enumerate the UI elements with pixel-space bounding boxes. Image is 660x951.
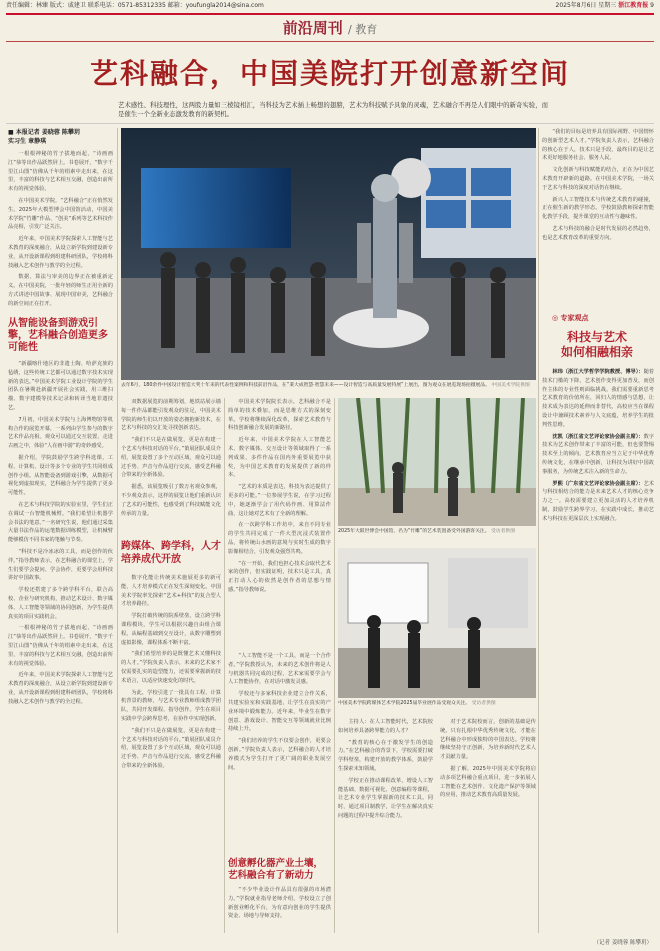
caption-credit: 受访者供图 (471, 701, 496, 706)
lead-rule (6, 123, 654, 124)
paragraph: “我们不只是在做展览，更是在构建一个艺术与科技对话的平台。”策展团队成员介绍，展览设置了多个互动区域，观众可以通过手势、声音与作品进行交流，感受艺科融合带来的全新体验。 (121, 437, 221, 479)
column-4-left (338, 718, 433, 934)
paragraph: 据悉，该展览吸引了数万名观众参观，不少观众表示，这样的展览让他们重新认识了艺术的可能性，也感受到了科技赋能文化传承的力量。 (121, 484, 221, 517)
expert-tag: ◎ 专家观点 (552, 314, 589, 322)
photo-1-caption (121, 383, 536, 390)
paragraph: “我们希望培养的是既懂艺术又懂科技的人才。”学院负责人表示，未来的艺术家不仅需要扎实的造型能力，还需要掌握新的技术语言，以适应快速变化的时代。 (121, 651, 221, 684)
subheading-3: 创意孵化器产业土壤，艺科融合有了新动力 (228, 858, 324, 881)
paragraph: 近年来，中国美术学院探索人工智能与艺术教育的深度融合，从设立新学院到建设新专业，从开设新课程到组建科研团队，学校将科技融入艺术创作与教学的全过程。 (8, 672, 113, 705)
expert-text: 随着技术门槛的下降，艺术创作变得更加普及，而创作主体的专业性则面临挑战。我们需要重新思考艺术教育的价值所在，回归人的情感与思想，让技术成为表达的延伸而非替代。高校应当在课程设计中兼顾技术素养与人文底蕴，培养学生的批判性思维。 (542, 369, 654, 428)
headline: 艺科融合，中国美院打开创意新空间 (89, 57, 570, 90)
paragraph: 学校还与多家科技企业建立合作关系，共建实验室和实践基地，让学生在真实的产业环境中锻炼能力。近年来，毕业生在数字创意、游戏设计、智能交互等领域就业比例持续上升。 (228, 691, 331, 733)
expert-name: 罗熙（广东省文艺评论家协会副主席）： (552, 480, 644, 487)
paragraph: “我们不只是在做展览，更是在构建一个艺术与科技对话的平台。”策展团队成员介绍，展览设置了多个互动区域，观众可以通过手势、声音与作品进行交流，感受艺科融合带来的全新体验。 (121, 727, 221, 769)
paragraph: “艺术的本质是表达，科技为表达提供了更多的可能。”一位参展学生说，在学习过程中，她逐渐学会了用代码作画、用算法作曲，这让她对艺术有了全新的理解。 (228, 484, 331, 517)
footer-credit: （记者 姜晓蓉 陈攀玥） (593, 940, 652, 946)
photo-graduation-show (338, 548, 536, 698)
bamboo-photo-illustration (338, 398, 536, 526)
expert-text: 数字技术为艺术创作带来了丰富的可能，但也要警惕技术至上的倾向。艺术教育应当立足于中华优秀传统文化，在继承中创新，让科技为讲好中国故事服务，为传统艺术注入新的生命力。 (542, 433, 654, 475)
paragraph: 对于艺术院校而言，创新的基础是传统。只有扎根中华优秀传统文化，才能在艺科融合中形成独特的中国表达。学校将继续坚持守正创新，为培养新时代艺术人才贡献力量。 (440, 719, 536, 761)
section-title (0, 17, 660, 41)
column-5-top (542, 128, 654, 308)
caption-credit: 中国美术学院供图 (491, 383, 530, 388)
column-1-body (8, 360, 113, 935)
column-3-bottom (228, 886, 331, 934)
paragraph: 双数据展览的前期筹划，地铁站展示墙每一件作品都能引发观众的驻足，中国美术学院的师生们以开放的姿态拥抱新技术，在艺术与科技的交汇处寻找创新表达。 (121, 399, 221, 432)
paragraph: 在艺术与科技学院的实验室里，学生们正在调试一台智能机械臂。“我们希望让机器学会书法的笔意。”一名研究生说，他们通过采集大量书法作品的运笔数据训练模型，让机械臂能够模仿不同书家的笔触与节奏。 (8, 501, 113, 544)
paragraph: “教育的核心在于激发学生的创造力。”在艺科融合的背景下，学校需要打破学科壁垒，构建开放的教学体系，鼓励学生探索未知领域。 (338, 739, 433, 772)
masthead-date: 2025年8月6日 星期三 (555, 2, 617, 9)
photo-exhibition-robot (121, 128, 536, 380)
subheading-1: 从智能设备到游戏引擎，艺科融合创造更多可能性 (8, 318, 108, 353)
section-rule (6, 41, 654, 42)
paragraph: “不少毕业设计作品具有很强的市场潜力。”学院就业指导老师介绍，学校设立了创新创业孵化平台，为有意向创业的学生提供资金、场地与导师支持。 (228, 887, 331, 920)
column-divider (334, 398, 335, 933)
column-divider (224, 398, 225, 933)
expert-text: 艺术与科技相结合的能力是未来艺术人才的核心竞争力之一。高校需要建立更加灵活的人才培养机制，鼓励学生跨界学习，在实践中成长，推动艺术与科技在更深层次上实现融合。 (542, 480, 654, 522)
masthead-date-page (556, 0, 655, 12)
paragraph: 近年来，中国美术学院在人工智能艺术、数字媒体、交互设计等领域取得了一系列成果，多件作品在国内外重要展览中获奖，为中国艺术教育的发展提供了新的样本。 (228, 437, 331, 479)
expert-opinion (542, 433, 654, 477)
column-3-top (228, 398, 331, 648)
section-sub: / 教育 (348, 23, 378, 36)
paragraph: 文化创新与科技赋能的结合，正在为中国艺术教育开辟新的道路。在中国美术学院，一场关于艺术与科技的深度对话仍在继续。 (542, 167, 654, 191)
section-name: 前沿周刊 (282, 19, 343, 37)
paragraph: 新兴人工智能技术与传统艺术教育的碰撞，正在催生新的教学形态。学校鼓励教师探索智能化教学手段，提升课堂的互动性与趣味性。 (542, 196, 654, 221)
paragraph: “在一开始，我们也担心技术会取代艺术家的创作，但实践证明，技术只是工具，真正打动人心的依然是创作者的思想与情感。”指导教师说。 (228, 560, 331, 593)
paragraph: “我们的目标是培养具有国际视野、中国情怀的创新型艺术人才。”学院负责人表示，艺科融合的核心在于人，技术只是手段，最终目的是让艺术更好地服务社会、服务人民。 (542, 129, 654, 162)
paragraph: 7月初，中国美术学院与上海博物馆等机构合作的展览开幕，一系列由学生参与的数字艺术作品亮相。观众可以通过交互装置，走进古画之中，体验“人在画中游”的奇妙感受。 (8, 416, 113, 450)
expert-name: 沈凯（浙江省文艺评论家协会副主席）： (552, 433, 644, 440)
column-2-body (121, 574, 221, 934)
red-rule (6, 13, 654, 15)
masthead-page: 9 (650, 2, 654, 9)
expert-opinion (542, 480, 654, 524)
paragraph: 据了解，2025年中国美术学院将启动多项艺科融合重点项目，进一步拓展人工智能在艺术创作、文化遗产保护等领域的应用，推动艺术教育高质量发展。 (440, 765, 536, 799)
paragraph: “科技不是冷冰冰的工具，而是创作的伙伴。”指导教师表示，在艺科融合的课堂上，学生们要学会提问、学会协作，更要学会用科技讲好中国故事。 (8, 548, 113, 582)
paragraph: 学院打破传统的院系壁垒，设立跨学科课程模块，学生可以根据兴趣自由组合课程。从编程基础到交互设计，从数字雕塑到虚拟影像，课程体系不断丰富。 (121, 613, 221, 646)
paragraph: 一根根神秘的竹子拔地而起，“诗画画江”恭等出作品跃然屏上。书卷展开，“数字千里江山图”仿佛从千年的绢素中走出来，在这里，丰富的科技与艺术相互交融，创造出前所未有的视觉体验。 (8, 625, 113, 667)
paragraph: 据介绍，学院鼓励学生跨学科选课，工程、计算机、设计等多个专业的学生共同组成创作小组。从智能设备到游戏引擎，从数据可视化到虚拟现实，艺科融合为学生提供了更多可能性。 (8, 454, 113, 497)
column-1-intro (8, 150, 113, 310)
masthead-editor-info: 责任编辑：林臻 版式：戚建卫 联系电话：0571-85312335 邮箱：youfungla2014@sina.com (6, 2, 264, 9)
paragraph: 数据、算法与审美的边界正在被重新定义。在中国美院，一批年轻的师生正用全新的方式讲述中国故事、展现中国审美，艺科融合的新空间正在打开。 (8, 274, 113, 307)
paragraph: 为此，学校引进了一批具有工程、计算机背景的教师，与艺术专业教师组成教学团队，共同开发课程、指导创作。学生在项目实践中学会跨界思考，在协作中实现创新。 (121, 689, 221, 722)
paragraph: “新疆喀什地区的非遗土陶、哈萨克族的毡绣，这些传统工艺都可以通过数字技术实现新的表达。”中国美术学院工业设计学院的学生团队在暑期赴新疆开展社会实践，用三维扫描、数字建模等技术记录和转译当地非遗技艺。 (8, 361, 113, 411)
masthead-paper: 浙江教育报 (618, 2, 649, 9)
expert-section-title: 科技与艺术 如何相融相亲 (560, 330, 633, 359)
caption-credit: 受访者供图 (491, 529, 516, 534)
paragraph: “我们培养的学生不仅要会创作，更要会创新。”学院负责人表示，艺科融合的人才培养模式为学生打开了更广阔的职业发展空间。 (228, 738, 331, 771)
caption-text: 去年6月，180余件中国设计智造大奖十年来的代表性案例和科技前沿作品，在“秉大成智慧·智慧未来——设计智造与高质量发展特展”上展出，图为观众在展览现场拍摄展品。 (121, 383, 490, 388)
column-2-top (121, 398, 221, 533)
column-divider (538, 128, 539, 933)
photo-bamboo-installation (338, 398, 536, 526)
paragraph: 主持人：在人工智能时代，艺术院校如何培养具备跨界能力的人才？ (338, 719, 433, 734)
paragraph: 艺术与科技的融合是时代发展的必然趋势，也是艺术教育改革的重要方向。 (542, 225, 654, 241)
column-4-right (440, 718, 536, 934)
paragraph: “人工智能不是一个工具，而是一个合作者。”学院教授认为，未来的艺术创作将是人与机器共同完成的过程，艺术家需要学会与人工智能协作，在对话中激发灵感。 (228, 653, 331, 686)
paragraph: 在一次跨学科工作坊中，来自不同专业的学生共同完成了一件大型沉浸式装置作品，将传统山水画的意境与实时生成的数字影像相结合，引发观众强烈共鸣。 (228, 522, 331, 555)
masthead-bar (0, 0, 660, 12)
exhibition-photo-illustration (121, 128, 536, 380)
paragraph: 一根根神秘的竹子拔地而起，“诗画画江”恭等出作品跃然屏上。书卷展开，“数字千里江山图”仿佛从千年的绢素中走出来，在这里，丰富的科技与艺术相互交融，创造出前所未有的视觉体验。 (8, 151, 113, 193)
expert-opinion (542, 368, 654, 430)
paragraph: 数字化能让传统美术施展更多的新可能，人才培养模式正在发生深刻变化。中国美术学院率先探索“艺术+科技”的复合型人才培养路径。 (121, 575, 221, 608)
expert-opinions (542, 368, 654, 934)
paragraph: 近年来，中国美术学院探索人工智能与艺术教育的深度融合，从设立新学院到建设新专业，从开设新课程到组建科研团队，学校将科技融入艺术创作与教学的全过程。 (8, 236, 113, 269)
lead-paragraph: 艺术感性、科技理性，这两股力量如三棱镜相汇，当科技为艺术插上畅想的翅膀，艺术为科技赋予具象的灵魂，艺术融合不再是人们眼中的新奇实验，而是催生一个全新业态激发教育的新契机。 (118, 101, 548, 118)
expert-name: 林玮（浙江大学哲学学院教授、博导）： (552, 369, 644, 375)
caption-text: 中国美术学院跨媒体艺术学院2025届毕业展作品受观众关注。 (338, 701, 471, 706)
paragraph: 学校还搭建了多个跨学科平台，联合高校、企业与研究机构，推动艺术设计、数字媒体、人工智能等领域的协同创新，为学生提供真实的项目实践机会。 (8, 587, 113, 620)
column-3-middle (228, 652, 331, 852)
byline: ■ 本报记者 姜晓蓉 陈攀玥 实习生 章静琪 (8, 129, 80, 145)
subheading-2: 跨媒体、跨学科，人才培养成代开放 (121, 541, 221, 565)
photo-3-caption (338, 701, 536, 708)
graduation-photo-illustration (338, 548, 536, 698)
paragraph: 学校正在推动课程改革，增设人工智能基础、数据可视化、创意编程等课程，让艺术专业学生掌握新的技术工具。同时，通过项目制教学，让学生在解决真实问题的过程中提升综合能力。 (338, 777, 433, 819)
photo-2-caption (338, 529, 536, 536)
paragraph: 中国美术学院院长表示，艺科融合不是简单的技术叠加，而是思维方式的深刻变革。学校将继续深化改革，探索艺术教育与科技创新融合发展的新路径。 (228, 399, 331, 432)
column-divider (117, 128, 118, 933)
caption-text: 2025年大阪世博会中国馆，名为“竹雕”的艺术装置备受外国游客关注。 (338, 529, 490, 534)
paragraph: 在中国美术学院，“艺科融合”正在悄然发生。2025年大模型博会中国馆活动，中国美术学院“竹雕”作品、“创美”系列等艺术科技作品亮相，引发广泛关注。 (8, 197, 113, 231)
